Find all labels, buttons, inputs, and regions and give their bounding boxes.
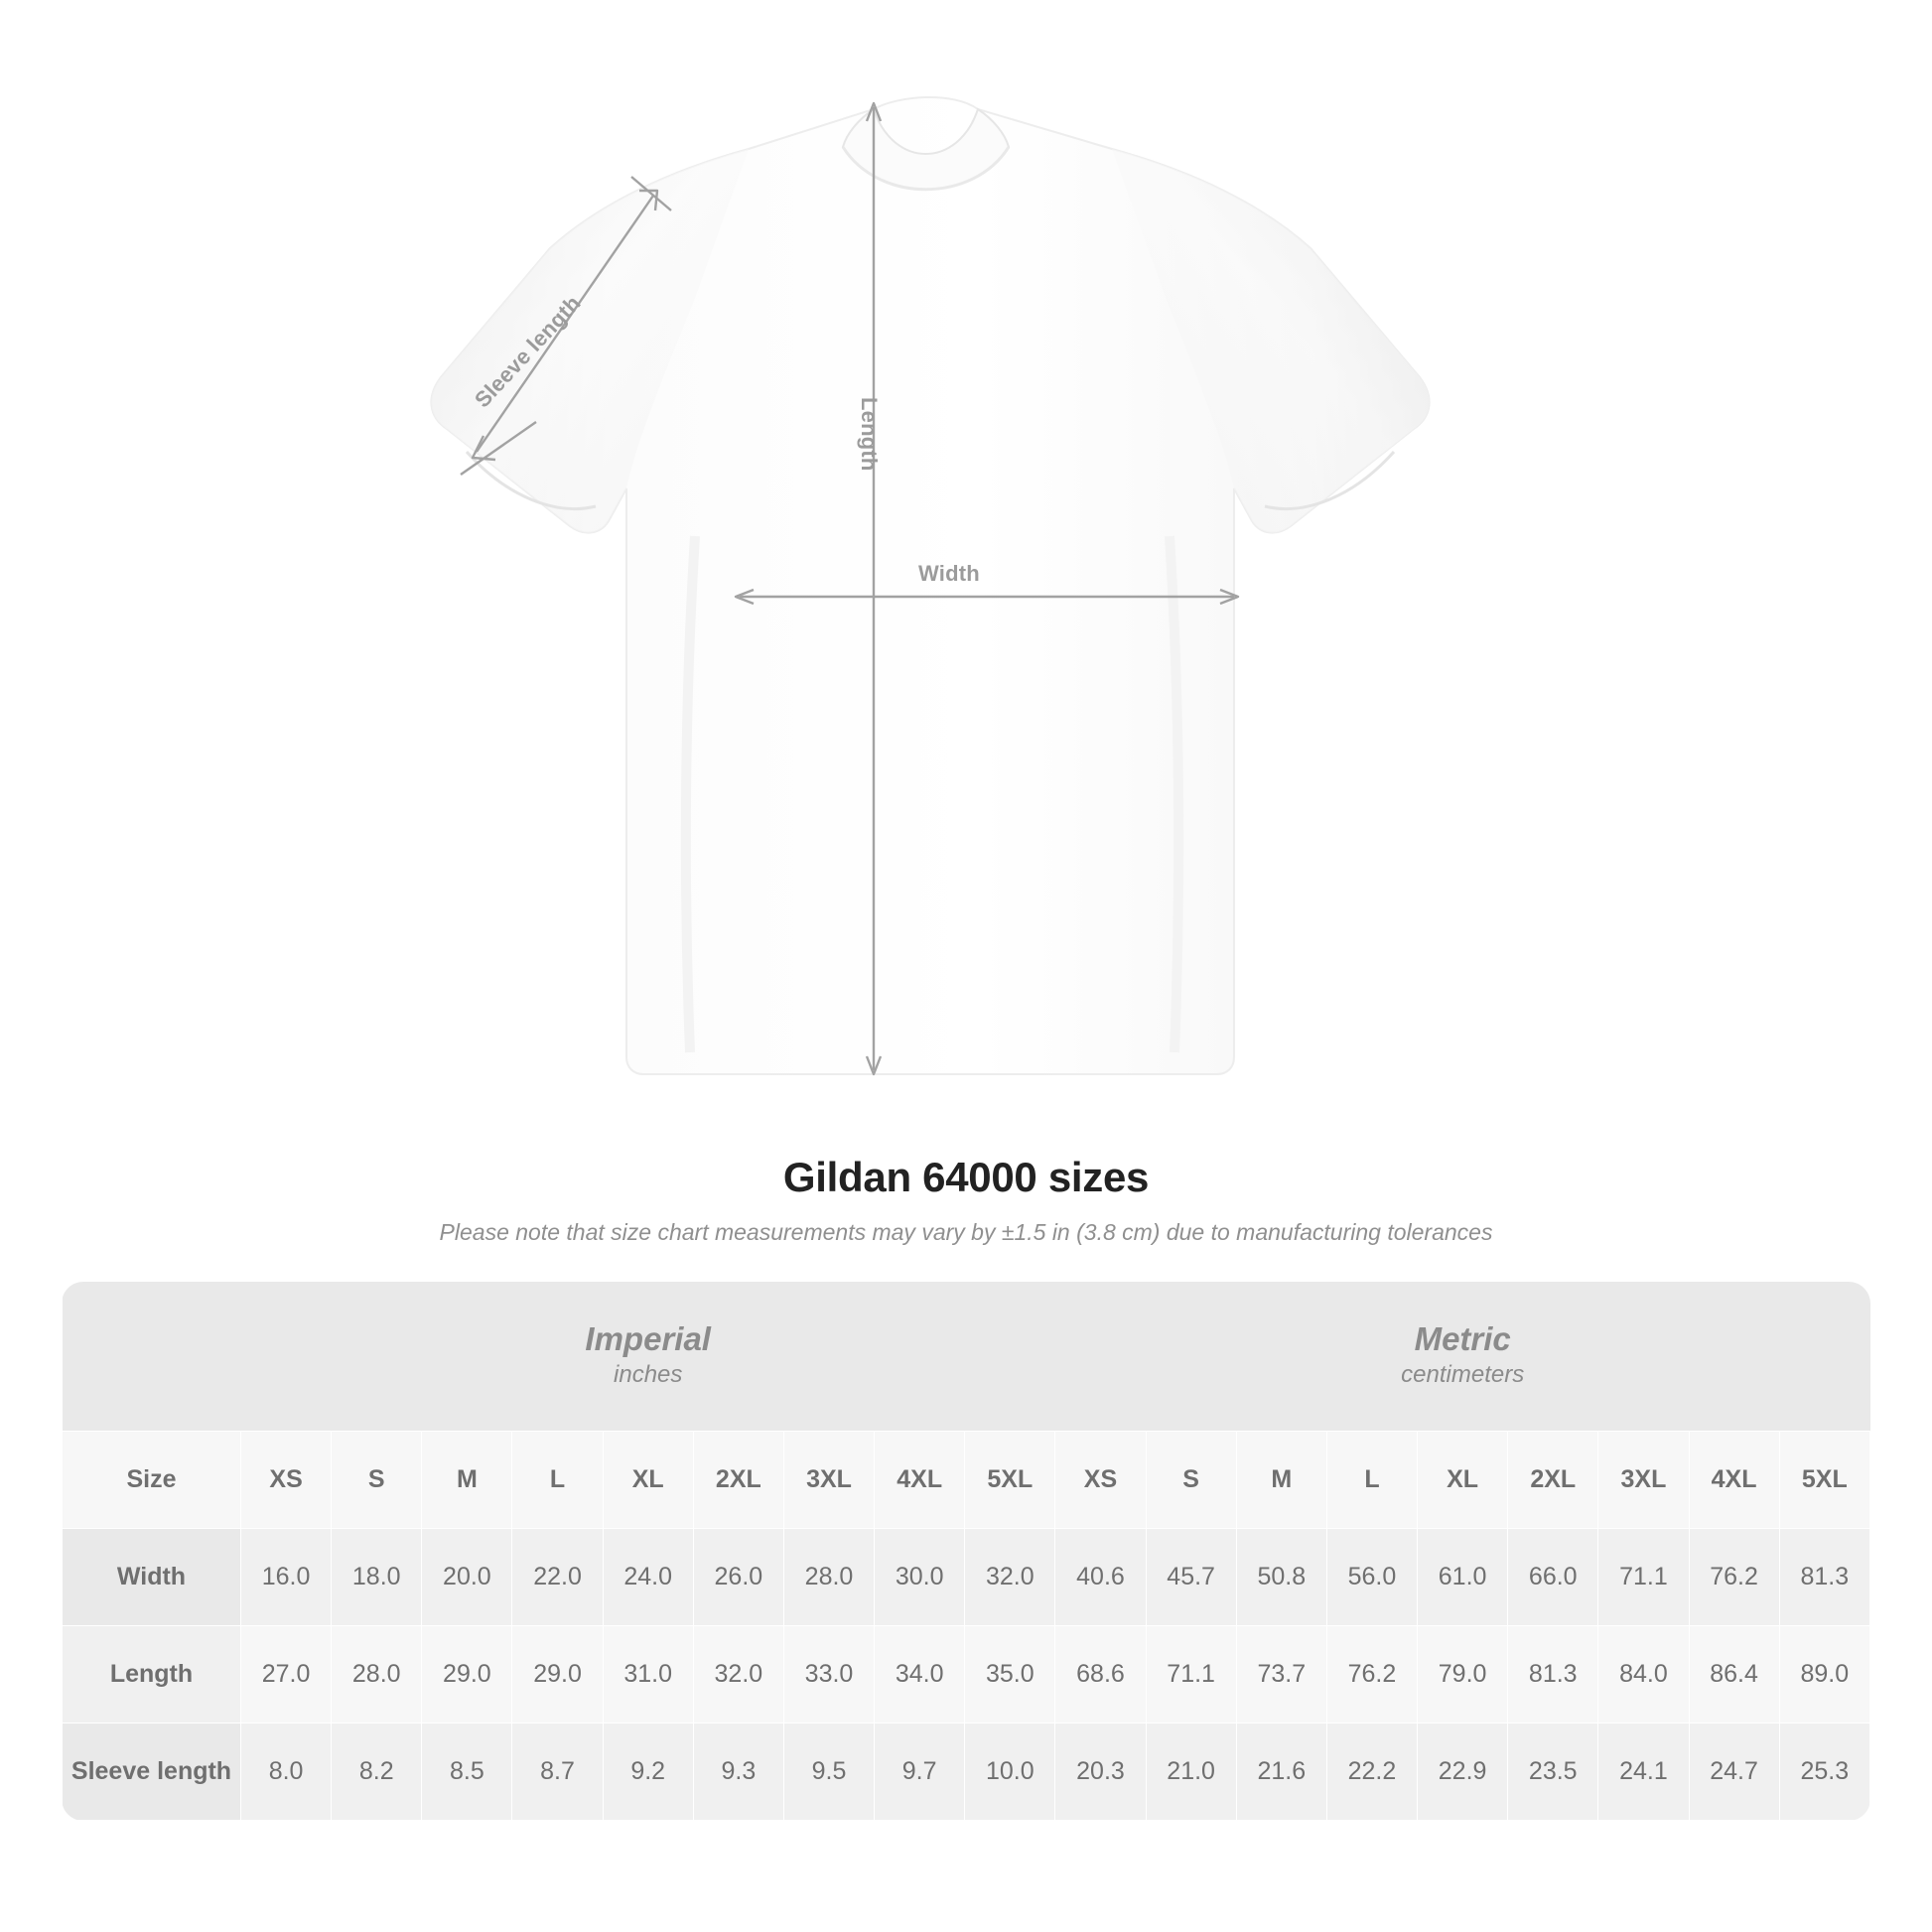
- measurement-cell: 34.0: [875, 1625, 965, 1723]
- measurement-cell: 9.3: [693, 1723, 783, 1820]
- measurement-cell: 22.9: [1418, 1723, 1508, 1820]
- measurement-cell: 73.7: [1236, 1625, 1326, 1723]
- measurement-cell: 8.7: [512, 1723, 603, 1820]
- size-column-header: S: [1146, 1431, 1236, 1528]
- measurement-cell: 79.0: [1418, 1625, 1508, 1723]
- measurement-cell: 35.0: [965, 1625, 1055, 1723]
- size-table-wrapper: [62, 1282, 1870, 1821]
- size-table: [62, 1282, 1870, 1821]
- unit-sub-metric: centimeters: [1401, 1360, 1525, 1388]
- size-column-header: L: [1326, 1431, 1417, 1528]
- measurement-cell: 24.0: [603, 1528, 693, 1625]
- page-title: Gildan 64000 sizes: [782, 1154, 1150, 1200]
- measurement-cell: 86.4: [1689, 1625, 1779, 1723]
- measurement-cell: 71.1: [1146, 1625, 1236, 1723]
- measurement-cell: 71.1: [1598, 1528, 1689, 1625]
- measurement-cell: 27.0: [241, 1625, 332, 1723]
- measurement-cell: 8.0: [241, 1723, 332, 1820]
- measurement-cell: 28.0: [332, 1625, 422, 1723]
- measurement-cell: 24.7: [1689, 1723, 1779, 1820]
- measurement-cell: 23.5: [1508, 1723, 1598, 1820]
- size-table-head: [63, 1282, 1870, 1528]
- measurement-cell: 40.6: [1055, 1528, 1146, 1625]
- measurement-cell: 29.0: [512, 1625, 603, 1723]
- measurement-cell: 25.3: [1779, 1723, 1869, 1820]
- measurement-cell: 16.0: [241, 1528, 332, 1625]
- tolerance-note: Please note that size chart measurements may vary by ±1.5 in (3.8 cm) due to manufacturing tolerances: [439, 1219, 1493, 1245]
- measurement-row-label: Width: [63, 1528, 241, 1625]
- size-column-header: XL: [1418, 1431, 1508, 1528]
- measurement-cell: 30.0: [875, 1528, 965, 1625]
- size-column-header: 2XL: [1508, 1431, 1598, 1528]
- measurement-cell: 29.0: [422, 1625, 512, 1723]
- size-column-header: XL: [603, 1431, 693, 1528]
- measurement-cell: 26.0: [693, 1528, 783, 1625]
- measurement-cell: 68.6: [1055, 1625, 1146, 1723]
- size-column-header: XS: [1055, 1431, 1146, 1528]
- size-column-header: S: [332, 1431, 422, 1528]
- size-column-header: 3XL: [1598, 1431, 1689, 1528]
- measurement-row-label: Length: [63, 1625, 241, 1723]
- size-column-header: 3XL: [783, 1431, 874, 1528]
- column-header-row: [63, 1431, 1870, 1528]
- measurement-cell: 61.0: [1418, 1528, 1508, 1625]
- width-label: Width: [918, 561, 980, 586]
- measurement-cell: 84.0: [1598, 1625, 1689, 1723]
- measurement-cell: 10.0: [965, 1723, 1055, 1820]
- size-column-header: XS: [241, 1431, 332, 1528]
- measurement-cell: 76.2: [1689, 1528, 1779, 1625]
- size-corner-label: Size: [63, 1431, 241, 1528]
- measurement-cell: 66.0: [1508, 1528, 1598, 1625]
- measurement-cell: 21.0: [1146, 1723, 1236, 1820]
- length-label: Length: [857, 397, 882, 472]
- size-column-header: M: [1236, 1431, 1326, 1528]
- size-column-header: 4XL: [875, 1431, 965, 1528]
- table-row: [63, 1528, 1870, 1625]
- size-column-header: 2XL: [693, 1431, 783, 1528]
- size-table-body: [63, 1528, 1870, 1820]
- unit-sub-imperial: inches: [614, 1360, 683, 1388]
- size-column-header: 5XL: [1779, 1431, 1869, 1528]
- measurement-cell: 56.0: [1326, 1528, 1417, 1625]
- measurement-cell: 9.5: [783, 1723, 874, 1820]
- measurement-cell: 24.1: [1598, 1723, 1689, 1820]
- measurement-cell: 32.0: [693, 1625, 783, 1723]
- table-row: [63, 1723, 1870, 1820]
- unit-group-imperial: [241, 1282, 1055, 1431]
- measurement-cell: 28.0: [783, 1528, 874, 1625]
- measurement-cell: 22.0: [512, 1528, 603, 1625]
- measurement-cell: 20.0: [422, 1528, 512, 1625]
- measurement-cell: 76.2: [1326, 1625, 1417, 1723]
- table-row: [63, 1625, 1870, 1723]
- measurement-cell: 8.5: [422, 1723, 512, 1820]
- unit-name-imperial: Imperial: [585, 1319, 711, 1357]
- measurement-cell: 22.2: [1326, 1723, 1417, 1820]
- measurement-cell: 9.7: [875, 1723, 965, 1820]
- unit-header-row: [63, 1282, 1870, 1431]
- sleeve-length-label: Sleeve length: [469, 290, 586, 413]
- unit-name-metric: Metric: [1414, 1319, 1511, 1357]
- measurement-cell: 21.6: [1236, 1723, 1326, 1820]
- measurement-cell: 89.0: [1779, 1625, 1869, 1723]
- measurement-row-label: Sleeve length: [63, 1723, 241, 1820]
- measurement-cell: 81.3: [1779, 1528, 1869, 1625]
- unit-group-metric: [1055, 1282, 1870, 1431]
- size-column-header: M: [422, 1431, 512, 1528]
- unit-corner-cell: [63, 1282, 241, 1431]
- size-column-header: 5XL: [965, 1431, 1055, 1528]
- measurement-cell: 50.8: [1236, 1528, 1326, 1625]
- measurement-cell: 81.3: [1508, 1625, 1598, 1723]
- measurement-cell: 45.7: [1146, 1528, 1236, 1625]
- size-column-header: L: [512, 1431, 603, 1528]
- size-column-header: 4XL: [1689, 1431, 1779, 1528]
- measurement-cell: 33.0: [783, 1625, 874, 1723]
- measurement-cell: 31.0: [603, 1625, 693, 1723]
- measurement-cell: 32.0: [965, 1528, 1055, 1625]
- measurement-cell: 8.2: [332, 1723, 422, 1820]
- measurement-cell: 9.2: [603, 1723, 693, 1820]
- measurement-cell: 20.3: [1055, 1723, 1146, 1820]
- title-block: [0, 1154, 1932, 1246]
- measurement-cell: 18.0: [332, 1528, 422, 1625]
